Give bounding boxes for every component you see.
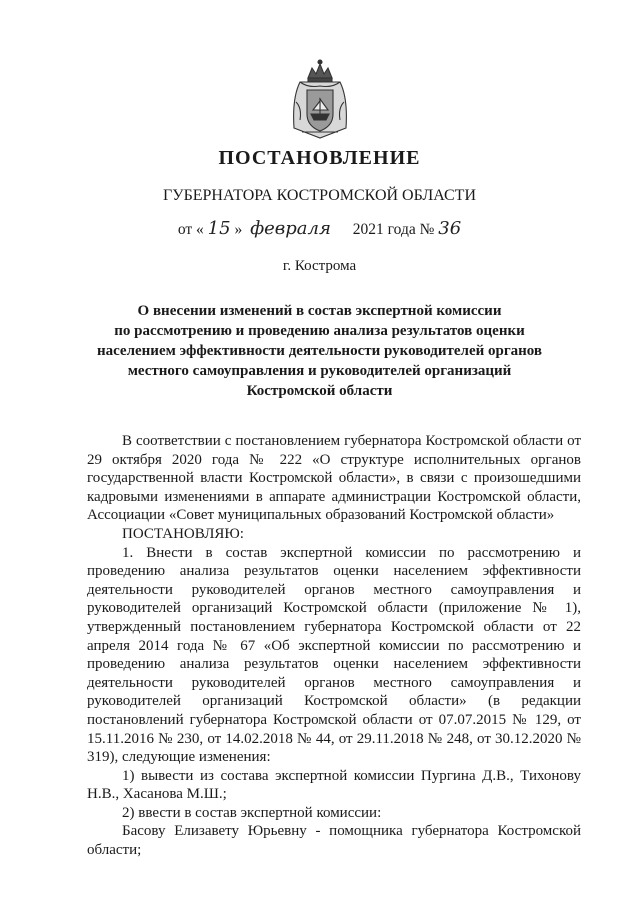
item-1-1-paragraph: 1) вывести из состава экспертной комиссии Пургина Д.В., Тихонову Н.В., Хасанова М.Ш.; [87,767,581,803]
date-mid: » [234,221,243,238]
document-heading [0,301,639,401]
preamble-paragraph: В соответствии с постановлением губернатора Костромской области от 29 октября 2020 года № 222 «О структуре исполнительных органов государственной власти Костромской области», в связи с произошедшими кадровыми изменениями в аппарате администрации Костромской области, Ассоциации «Совет муниципальных образований Костромской области» [87,433,581,524]
heading-line: по рассмотрению и проведению анализа результатов оценки [114,323,525,339]
decree-word: ПОСТАНОВЛЯЮ: [122,525,244,542]
heading-line: местного самоуправления и руководителей организаций [127,363,512,379]
item-1-paragraph: 1. Внести в состав экспертной комиссии по рассмотрению и проведению анализа результатов оценки населением эффективности деятельности руководителей органов местного самоуправления и руководителей организаций Костромской области (приложение № 1), утвержденный постановлением губернатора Костромской области от 22 апреля 2014 года № 67 «Об экспертной комиссии по рассмотрению и проведению анализа результатов оценки населением эффективности деятельности руководителей органов местного самоуправления и руководителей организаций Костромской области» (в редакции постановлений губернатора Костромской области от 07.07.2015 № 129, от 15.11.2016 № 230, от 14.02.2018 № 44, от 29.11.2018 № 248, от 30.12.2020 № 319), следующие изменения: [87,544,581,766]
city: г. Кострома [282,258,357,274]
coat-of-arms-icon [278,58,362,142]
date-prefix: от « [177,221,204,238]
appointee-paragraph: Басову Елизавету Юрьевну - помощника губернатора Костромской области; [87,823,581,859]
date-day: 15 [207,218,231,239]
item-1-2-paragraph: 2) ввести в состав экспертной комиссии: [122,804,382,821]
date-month: февраля [250,218,331,239]
date-line [0,218,639,239]
document-body [87,432,581,860]
doc-number: 36 [438,218,462,239]
date-year: 2021 года № [352,221,435,238]
heading-line: Костромской области [246,383,393,399]
heading-line: населением эффективности деятельности руководителей органов [96,343,543,359]
document-type: ПОСТАНОВЛЕНИЕ [218,147,421,169]
issuer-name: ГУБЕРНАТОРА КОСТРОМСКОЙ ОБЛАСТИ [162,187,476,204]
heading-line: О внесении изменений в состав экспертной комиссии [137,303,502,319]
